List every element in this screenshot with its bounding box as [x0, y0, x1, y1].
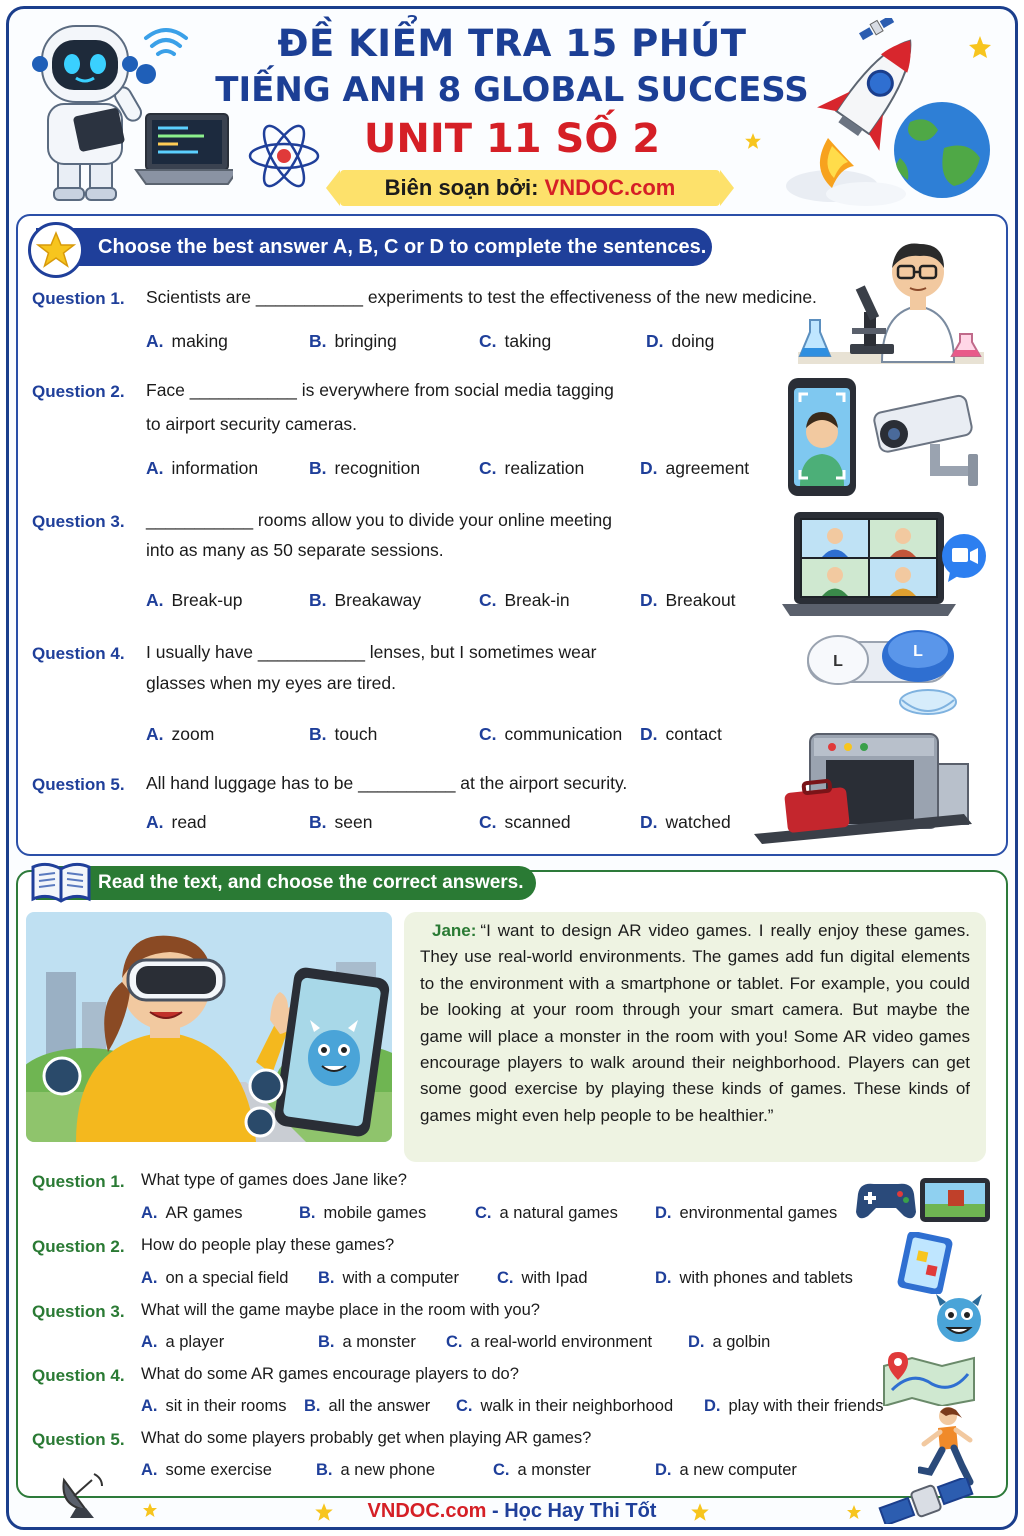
- book-badge: [28, 858, 94, 906]
- option-a[interactable]: [146, 331, 228, 352]
- option-d[interactable]: [655, 1204, 837, 1223]
- option-c[interactable]: [479, 590, 570, 611]
- option-letter: C.: [479, 458, 497, 478]
- question-label: Question 1.: [32, 1172, 125, 1191]
- option-text: walk in their neighborhood: [480, 1397, 674, 1415]
- option-letter: A.: [141, 1269, 158, 1287]
- option-letter: B.: [299, 1204, 316, 1222]
- option-c[interactable]: [456, 1397, 673, 1416]
- passage-text: “I want to design AR video games. I really enjoy these games. They use real-world environments. The games add fun digital elements to the environment with a smartphone or tablet. For example, you could be looking at your room through your smart camera. But maybe the game will place a monster in the room with you! Some AR video games encourage players to walk around their neighborhood. Players can get some good exercise by playing these kinds of games. These kinds of games might even help people to be healthier.”: [420, 921, 970, 1125]
- option-a[interactable]: [146, 812, 207, 833]
- option-text: seen: [334, 812, 373, 832]
- reading-passage: [404, 912, 986, 1162]
- reading-illustration: [26, 912, 392, 1142]
- star-icon: [36, 230, 76, 270]
- option-b[interactable]: [316, 1461, 435, 1480]
- option-text: a player: [165, 1333, 225, 1351]
- option-letter: D.: [688, 1333, 705, 1351]
- option-letter: D.: [655, 1269, 672, 1287]
- option-a[interactable]: [146, 590, 243, 611]
- option-text: read: [171, 812, 207, 832]
- option-text: communication: [504, 724, 623, 744]
- option-text: a new phone: [340, 1461, 435, 1479]
- title-line-2: TIẾNG ANH 8 GLOBAL SUCCESS: [215, 70, 809, 110]
- passage-speaker: Jane:: [432, 921, 477, 940]
- option-text: with phones and tablets: [679, 1269, 853, 1287]
- option-text: Breakaway: [334, 590, 422, 610]
- question-text: All hand luggage has to be __________ at the airport security.: [146, 773, 628, 793]
- option-text: some exercise: [165, 1461, 272, 1479]
- option-text: mobile games: [323, 1204, 427, 1222]
- option-text: play with their friends: [728, 1397, 884, 1415]
- option-letter: B.: [318, 1333, 335, 1351]
- option-letter: B.: [309, 812, 327, 832]
- question-text: Face ___________ is everywhere from social media tagging: [146, 380, 614, 400]
- option-d[interactable]: [640, 458, 749, 479]
- option-text: making: [171, 331, 228, 351]
- runner-icon: [918, 1404, 974, 1486]
- option-letter: C.: [479, 812, 497, 832]
- option-a[interactable]: [141, 1461, 272, 1480]
- option-letter: C.: [497, 1269, 514, 1287]
- title-line-3: UNIT 11 SỐ 2: [363, 116, 661, 162]
- option-b[interactable]: [309, 458, 420, 479]
- svg-text:L: L: [833, 653, 843, 670]
- question-text: How do people play these games?: [141, 1236, 395, 1254]
- option-letter: D.: [640, 724, 658, 744]
- map-pin-icon: [882, 1350, 978, 1406]
- gamepad-tablet-icon: [854, 1174, 992, 1226]
- ar-girl-illustration: [26, 912, 392, 1142]
- option-letter: C.: [456, 1397, 473, 1415]
- question-text-cont: to airport security cameras.: [146, 414, 358, 434]
- banner-ribbon-right: [720, 170, 734, 206]
- question-label: Question 4.: [32, 1366, 125, 1385]
- option-text: a monster: [517, 1461, 591, 1479]
- option-letter: B.: [309, 590, 327, 610]
- author-banner: [340, 170, 720, 206]
- option-text: all the answer: [328, 1397, 431, 1415]
- option-text: a natural games: [499, 1204, 618, 1222]
- option-letter: C.: [479, 331, 497, 351]
- star-icon: [744, 132, 762, 150]
- question-label: Question 4.: [32, 644, 125, 663]
- option-text: AR games: [165, 1204, 243, 1222]
- robot-illustration: [28, 16, 233, 206]
- option-letter: A.: [141, 1333, 158, 1351]
- question-text: ___________ rooms allow you to divide your online meeting: [146, 510, 612, 530]
- option-c[interactable]: [497, 1269, 588, 1288]
- option-letter: C.: [479, 590, 497, 610]
- xray-scanner-illustration: [752, 728, 988, 846]
- question-text-cont: into as many as 50 separate sessions.: [146, 540, 444, 560]
- option-text: on a special field: [165, 1269, 289, 1287]
- option-d[interactable]: [655, 1461, 797, 1480]
- option-text: a new computer: [679, 1461, 797, 1479]
- option-text: a golbin: [712, 1333, 771, 1351]
- option-text: bringing: [334, 331, 397, 351]
- option-a[interactable]: [146, 724, 214, 745]
- option-letter: C.: [479, 724, 497, 744]
- option-text: zoom: [171, 724, 215, 744]
- svg-text:L: L: [913, 643, 923, 660]
- face-recognition-illustration: [786, 376, 980, 498]
- option-d[interactable]: [655, 1269, 853, 1288]
- option-letter: A.: [146, 331, 164, 351]
- question-label: Question 2.: [32, 1237, 125, 1256]
- option-text: taking: [504, 331, 552, 351]
- option-letter: D.: [704, 1397, 721, 1415]
- option-text: Break-up: [171, 590, 243, 610]
- option-letter: B.: [309, 331, 327, 351]
- part1-instruction: Choose the best answer A, B, C or D to complete the sentences.: [36, 228, 712, 266]
- question-label: Question 3.: [32, 1302, 125, 1321]
- question-label: Question 1.: [32, 289, 125, 308]
- option-text: a real-world environment: [470, 1333, 653, 1351]
- question-text: What will the game maybe place in the room with you?: [141, 1301, 540, 1319]
- option-text: doing: [671, 331, 715, 351]
- option-d[interactable]: [640, 812, 731, 833]
- question-label: Question 3.: [32, 512, 125, 531]
- option-letter: D.: [646, 331, 664, 351]
- author-label: Biên soạn bởi:: [384, 175, 539, 200]
- option-text: sit in their rooms: [165, 1397, 287, 1415]
- option-a[interactable]: [141, 1204, 243, 1223]
- option-text: Break-in: [504, 590, 570, 610]
- option-text: recognition: [334, 458, 421, 478]
- option-b[interactable]: [304, 1397, 430, 1416]
- option-d[interactable]: [688, 1333, 770, 1352]
- option-text: with a computer: [342, 1269, 459, 1287]
- option-a[interactable]: [141, 1397, 287, 1416]
- banner-ribbon-left: [326, 170, 340, 206]
- option-c[interactable]: [479, 812, 571, 833]
- footer-brand[interactable]: VNDOC.com: [367, 1500, 487, 1522]
- atom-icon: [246, 122, 322, 190]
- option-d[interactable]: [704, 1397, 884, 1416]
- part2-instruction: Read the text, and choose the correct answers.: [36, 866, 536, 900]
- option-b[interactable]: [318, 1269, 459, 1288]
- option-d[interactable]: [646, 331, 714, 352]
- option-text: touch: [334, 724, 378, 744]
- option-text: scanned: [504, 812, 571, 832]
- option-c[interactable]: [446, 1333, 652, 1352]
- rocket-earth-illustration: [770, 18, 1000, 208]
- option-letter: A.: [141, 1397, 158, 1415]
- option-c[interactable]: [479, 331, 551, 352]
- option-letter: A.: [141, 1461, 158, 1479]
- question-text: What do some players probably get when playing AR games?: [141, 1429, 592, 1447]
- option-b[interactable]: [299, 1204, 426, 1223]
- option-text: a monster: [342, 1333, 416, 1351]
- option-c[interactable]: [479, 724, 622, 745]
- option-b[interactable]: [318, 1333, 416, 1352]
- option-letter: A.: [146, 458, 164, 478]
- option-text: watched: [665, 812, 731, 832]
- option-a[interactable]: [146, 458, 258, 479]
- option-letter: C.: [493, 1461, 510, 1479]
- book-icon: [29, 859, 93, 905]
- option-letter: D.: [655, 1461, 672, 1479]
- question-text: What type of games does Jane like?: [141, 1171, 407, 1189]
- option-letter: B.: [304, 1397, 321, 1415]
- question-text: Scientists are ___________ experiments to test the effectiveness of the new medicine.: [146, 287, 817, 307]
- scientist-illustration: [798, 232, 984, 366]
- option-c[interactable]: [479, 458, 584, 479]
- question-text: What do some AR games encourage players to do?: [141, 1365, 519, 1383]
- video-meeting-illustration: [778, 508, 988, 620]
- option-text: contact: [665, 724, 722, 744]
- option-text: agreement: [665, 458, 750, 478]
- option-letter: A.: [146, 812, 164, 832]
- option-letter: B.: [309, 724, 327, 744]
- title-line-1: ĐỀ KIỂM TRA 15 PHÚT: [277, 22, 747, 65]
- contact-lens-illustration: [800, 626, 970, 722]
- option-a[interactable]: [141, 1269, 288, 1288]
- option-letter: A.: [146, 590, 164, 610]
- option-letter: B.: [316, 1461, 333, 1479]
- option-text: environmental games: [679, 1204, 838, 1222]
- option-letter: B.: [309, 458, 327, 478]
- option-letter: D.: [640, 458, 658, 478]
- monster-icon: [928, 1290, 990, 1346]
- question-label: Question 5.: [32, 1430, 125, 1449]
- option-b[interactable]: [309, 812, 372, 833]
- footer-tagline: - Học Hay Thi Tốt: [492, 1500, 657, 1522]
- footer: [0, 1500, 1024, 1523]
- option-c[interactable]: [475, 1204, 618, 1223]
- tablet-game-icon: [896, 1232, 954, 1294]
- author-brand: VNDOC.com: [544, 175, 676, 200]
- option-b[interactable]: [309, 331, 397, 352]
- option-letter: C.: [475, 1204, 492, 1222]
- question-text-cont: glasses when my eyes are tired.: [146, 673, 396, 693]
- option-letter: A.: [141, 1204, 158, 1222]
- question-text: I usually have ___________ lenses, but I sometimes wear: [146, 642, 597, 662]
- option-letter: D.: [640, 590, 658, 610]
- option-d[interactable]: [640, 590, 736, 611]
- question-label: Question 2.: [32, 382, 125, 401]
- option-c[interactable]: [493, 1461, 591, 1480]
- option-text: with Ipad: [521, 1269, 588, 1287]
- option-letter: D.: [655, 1204, 672, 1222]
- option-text: information: [171, 458, 259, 478]
- option-text: realization: [504, 458, 585, 478]
- option-a[interactable]: [141, 1333, 224, 1352]
- option-b[interactable]: [309, 590, 421, 611]
- option-letter: D.: [640, 812, 658, 832]
- option-letter: C.: [446, 1333, 463, 1351]
- option-b[interactable]: [309, 724, 377, 745]
- option-letter: A.: [146, 724, 164, 744]
- option-d[interactable]: [640, 724, 722, 745]
- option-letter: B.: [318, 1269, 335, 1287]
- star-badge: [28, 222, 84, 278]
- question-label: Question 5.: [32, 775, 125, 794]
- option-text: Breakout: [665, 590, 736, 610]
